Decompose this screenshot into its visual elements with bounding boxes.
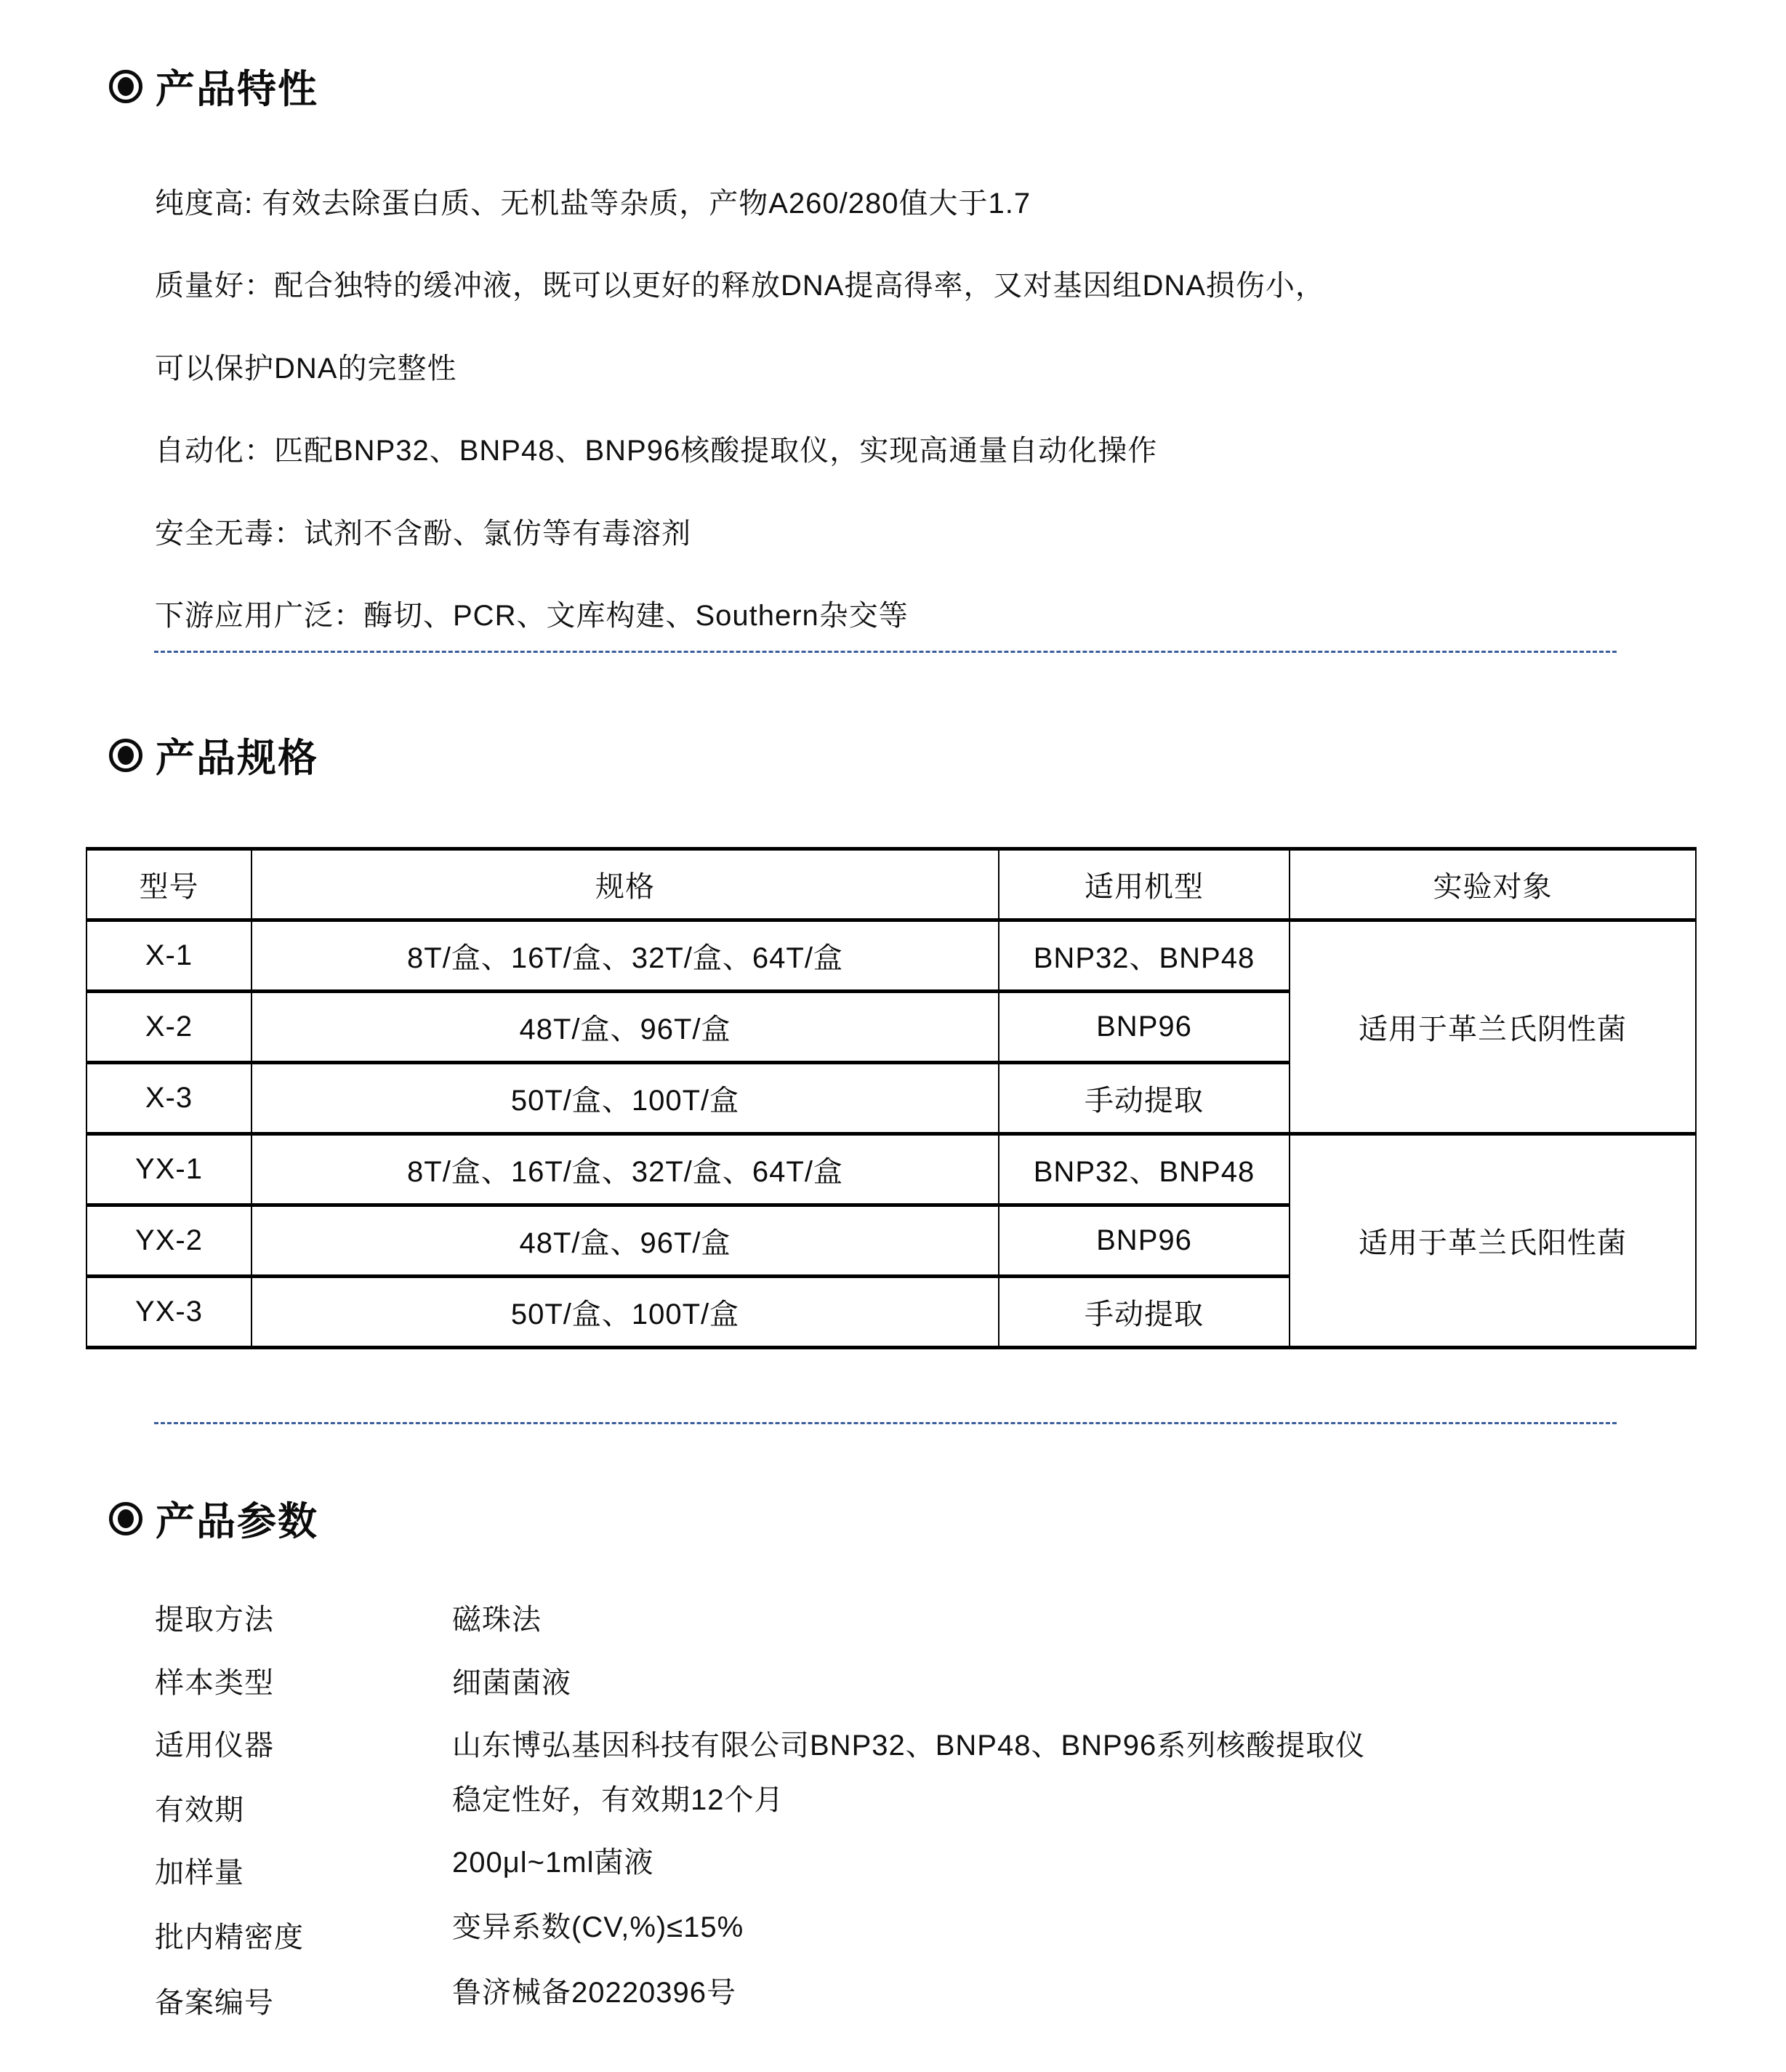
param-value: 鲁济械备20220396号	[452, 1977, 736, 2009]
spec-cell: 50T/盒、100T/盒	[252, 1063, 999, 1134]
param-label: 适用仪器	[155, 1730, 274, 1762]
section-divider	[154, 651, 1617, 653]
param-value: 200μl~1ml菌液	[452, 1847, 654, 1879]
column-header-model: 型号	[87, 849, 252, 920]
machine-cell: BNP96	[999, 1205, 1290, 1277]
section-divider	[154, 1422, 1617, 1424]
column-header-machine: 适用机型	[999, 849, 1290, 920]
target-merged-cell: 适用于革兰氏阴性菌	[1290, 920, 1696, 1134]
feature-item: 安全无毒：试剂不含酚、氯仿等有毒溶剂	[155, 518, 691, 550]
machine-cell: BNP96	[999, 992, 1290, 1063]
model-cell: YX-3	[87, 1277, 252, 1348]
section-title: 产品规格	[156, 736, 318, 780]
param-value: 细菌菌液	[452, 1667, 571, 1699]
machine-cell: BNP32、BNP48	[999, 1134, 1290, 1205]
machine-cell: 手动提取	[999, 1063, 1290, 1134]
param-label: 加样量	[155, 1857, 244, 1889]
model-cell: YX-2	[87, 1205, 252, 1277]
feature-item: 纯度高: 有效去除蛋白质、无机盐等杂质，产物A260/280值大于1.7	[155, 188, 1031, 220]
param-label: 批内精密度	[155, 1922, 304, 1953]
bullseye-icon	[109, 1502, 142, 1535]
spec-cell: 8T/盒、16T/盒、32T/盒、64T/盒	[252, 920, 999, 992]
bullseye-icon	[109, 739, 142, 772]
machine-cell: 手动提取	[999, 1277, 1290, 1348]
param-value: 变异系数(CV,%)≤15%	[452, 1911, 744, 1943]
model-cell: X-1	[87, 920, 252, 992]
feature-item: 质量好：配合独特的缓冲液，既可以更好的释放DNA提高得率，又对基因组DNA损伤小，	[155, 270, 1325, 302]
section-title: 产品特性	[156, 68, 318, 111]
feature-item: 下游应用广泛：酶切、PCR、文库构建、Southern杂交等	[155, 600, 909, 632]
param-label: 有效期	[155, 1794, 244, 1826]
feature-item: 自动化：匹配BNP32、BNP48、BNP96核酸提取仪，实现高通量自动化操作	[155, 435, 1158, 467]
table-row	[87, 1134, 1696, 1205]
model-cell: YX-1	[87, 1134, 252, 1205]
section-heading-features	[109, 58, 318, 114]
spec-cell: 50T/盒、100T/盒	[252, 1277, 999, 1348]
param-value: 山东博弘基因科技有限公司BNP32、BNP48、BNP96系列核酸提取仪	[452, 1730, 1366, 1762]
param-value: 稳定性好，有效期12个月	[452, 1784, 784, 1816]
param-label: 样本类型	[155, 1667, 274, 1699]
spec-cell: 48T/盒、96T/盒	[252, 1205, 999, 1277]
section-heading-specs	[109, 727, 318, 783]
param-label: 备案编号	[155, 1987, 274, 2019]
table-row	[87, 920, 1696, 992]
model-cell: X-2	[87, 992, 252, 1063]
spec-cell: 8T/盒、16T/盒、32T/盒、64T/盒	[252, 1134, 999, 1205]
model-cell: X-3	[87, 1063, 252, 1134]
column-header-target: 实验对象	[1290, 849, 1696, 920]
section-heading-params	[109, 1490, 318, 1546]
target-merged-cell: 适用于革兰氏阳性菌	[1290, 1134, 1696, 1348]
table-header-row	[87, 849, 1696, 920]
spec-cell: 48T/盒、96T/盒	[252, 992, 999, 1063]
column-header-spec: 规格	[252, 849, 999, 920]
param-value: 磁珠法	[452, 1604, 542, 1636]
machine-cell: BNP32、BNP48	[999, 920, 1290, 992]
section-title: 产品参数	[156, 1500, 318, 1543]
spec-table	[86, 847, 1697, 1349]
feature-item: 可以保护DNA的完整性	[155, 353, 457, 385]
param-label: 提取方法	[155, 1604, 274, 1636]
bullseye-icon	[109, 70, 142, 103]
